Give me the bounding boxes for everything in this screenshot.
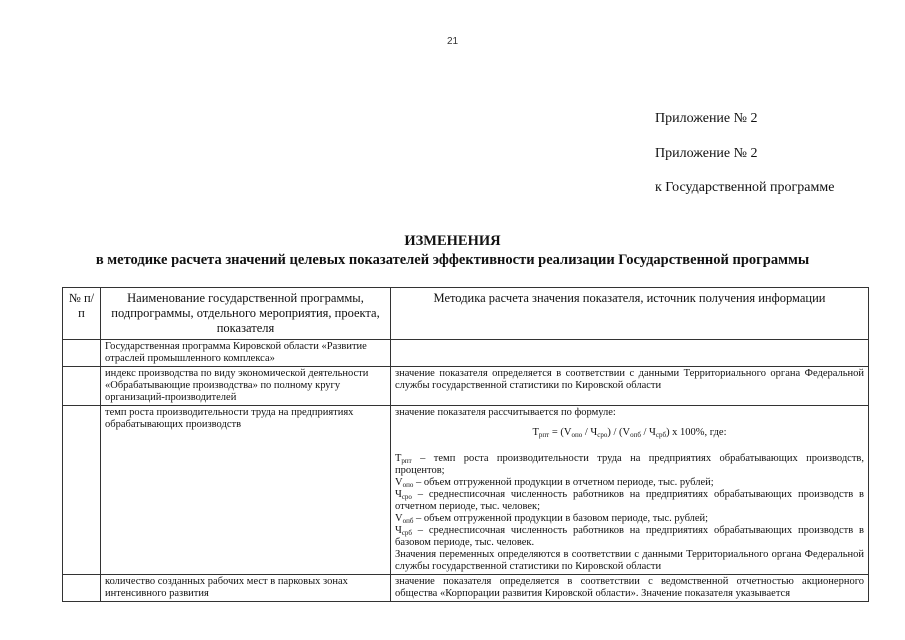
- header-num: № п/п: [63, 288, 101, 340]
- row-method: [391, 340, 869, 367]
- row-name: темп роста производительности труда на предприятиях обрабатывающих производств: [101, 406, 391, 575]
- appendix-line-2: Приложение № 2: [655, 146, 758, 161]
- header-name: Наименование государственной программы, подпрограммы, отдельного мероприятия, проекта, показателя: [101, 288, 391, 340]
- page-number: 21: [446, 36, 459, 47]
- row-method: [391, 406, 869, 575]
- title-line-2: в методике расчета значений целевых показателей эффективности реализации Государственной программы: [95, 252, 810, 268]
- row-method: значение показателя определяется в соответствии с данными Территориального органа Федеральной службы государственной статистики по Кировской области: [391, 367, 869, 406]
- definition-item: $V_{опб}$ – объем отгруженной продукции в базовом периоде, тыс. рублей;: [395, 513, 709, 525]
- table-row: [63, 367, 869, 406]
- row-num: [63, 367, 101, 406]
- table-row: [63, 406, 869, 575]
- row-name: Государственная программа Кировской области «Развитие отраслей промышленного комплекса»: [101, 340, 391, 367]
- appendix-line-1: Приложение № 2: [655, 111, 758, 126]
- row-num: [63, 575, 101, 602]
- definition-item: $Ч_{срб}$ – среднесписочная численность работников на предприятиях обрабатывающих производств в базовом периоде, тыс. человек.: [395, 525, 864, 548]
- row-name: количество созданных рабочих мест в парковых зонах интенсивного развития: [101, 575, 391, 602]
- methodology-table: [62, 287, 869, 602]
- row-name: индекс производства по виду экономической деятельности «Обрабатывающие производства» по полному кругу организаций-производителей: [101, 367, 391, 406]
- row-num: [63, 340, 101, 367]
- header-method: Методика расчета значения показателя, источник получения информации: [391, 288, 869, 340]
- table-row: [63, 340, 869, 367]
- document-title: [0, 232, 905, 270]
- method-outro: Значения переменных определяются в соответствии с данными Территориального органа Федеральной службы государственной статистики по Кировской области: [395, 549, 864, 572]
- appendix-line-3: к Государственной программе: [655, 180, 835, 195]
- row-method: значение показателя определяется в соответствии с ведомственной отчетностью акционерного общества «Корпорации развития Кировской области». Значение показателя указывается: [391, 575, 869, 602]
- formula: $Т_{рпт} = (V_{опо} / Ч_{срo}) / (V_{опб} / Ч_{срб})$ x 100%, где:: [532, 427, 727, 439]
- table-row: [63, 575, 869, 602]
- definition-item: $V_{опо}$ – объем отгруженной продукции в отчетном периоде, тыс. рублей;: [395, 477, 714, 489]
- definition-item: $Ч_{срo}$ – среднесписочная численность работников на предприятиях обрабатывающих производств в отчетном периоде, тыс. человек;: [395, 489, 864, 512]
- table-header-row: [63, 288, 869, 340]
- title-line-1: ИЗМЕНЕНИЯ: [404, 233, 501, 249]
- row-num: [63, 406, 101, 575]
- method-intro: значение показателя рассчитывается по формуле:: [395, 407, 616, 418]
- definition-item: $Т_{рпт}$ – темп роста производительности труда на предприятиях обрабатывающих производств, процентов;: [395, 453, 864, 476]
